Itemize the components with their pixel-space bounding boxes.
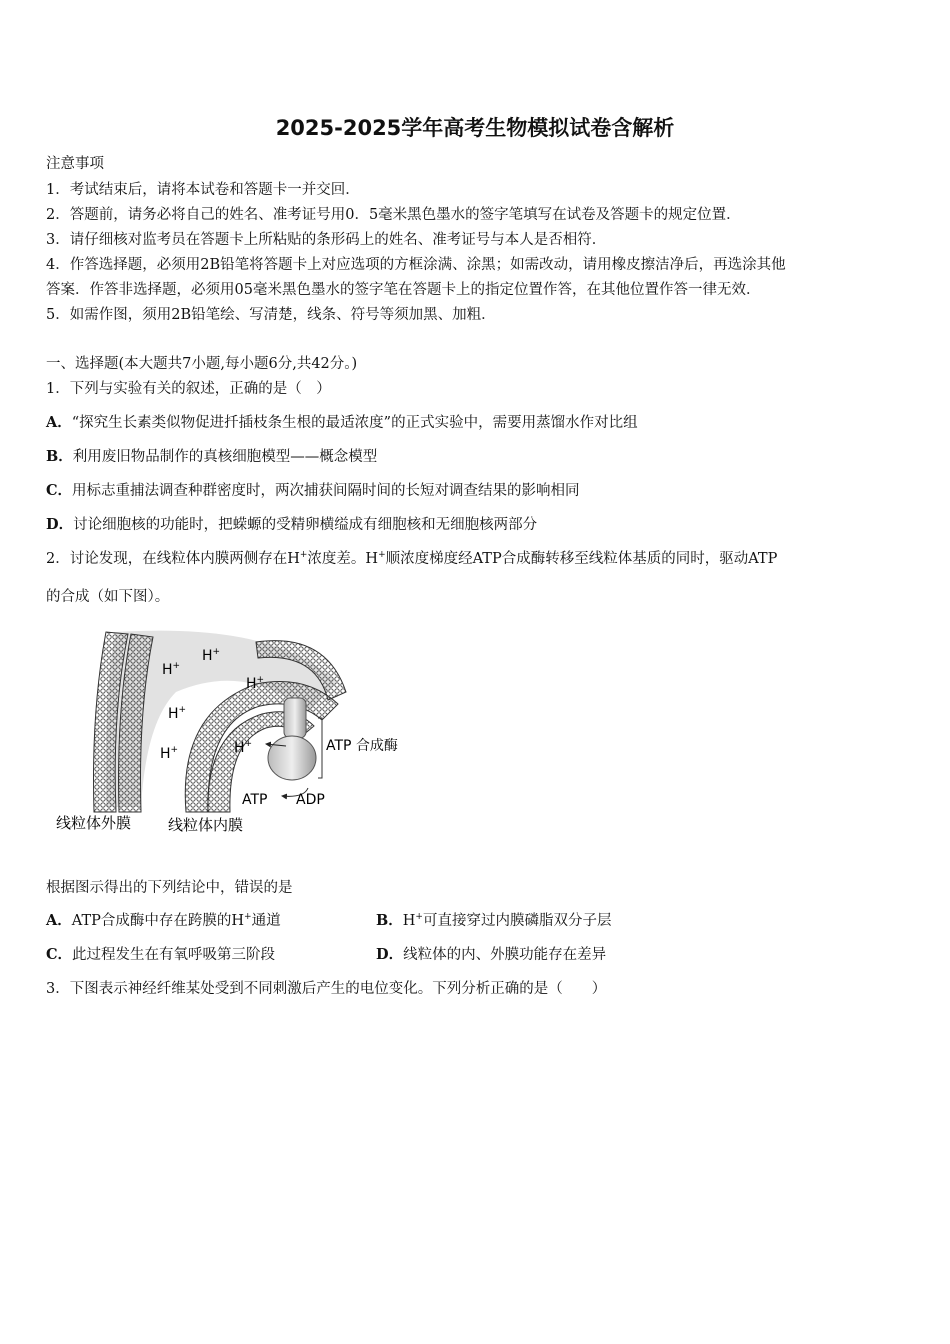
option-text: 线粒体的内、外膜功能存在差异: [403, 947, 607, 963]
option-key: D．: [376, 946, 404, 963]
mitochondria-atp-synthase-figure: [46, 622, 416, 842]
q2-option-b: [376, 909, 611, 930]
option-text: 可直接穿过内膜磷脂双分子层: [422, 913, 612, 929]
inner-membrane-label: 线粒体内膜: [168, 816, 244, 834]
q2-option-d: [376, 943, 606, 964]
atp-synthase-label: ATP 合成酶: [326, 738, 398, 754]
question-2-prompt: 根据图示得出的下列结论中，错误的是: [46, 880, 293, 896]
q2-option-c: [46, 943, 275, 964]
h-ion-label: H+: [202, 647, 221, 664]
notice-item: 2．答题前，请务必将自己的姓名、准考证号用0．5毫米黑色墨水的签字笔填写在试卷及答题卡的规定位置．: [46, 207, 741, 223]
superscript: +: [378, 550, 386, 561]
option-key: B．: [376, 912, 403, 929]
section-heading: 一、选择题(本大题共7小题,每小题6分,共42分。): [46, 356, 358, 372]
q1-option-c: [46, 479, 580, 500]
notice-item: 3．请仔细核对监考员在答题卡上所粘贴的条形码上的姓名、准考证号与本人是否相符．: [46, 232, 607, 248]
question-2-stem: [46, 547, 777, 568]
option-text: ATP合成酶中存在跨膜的H: [71, 913, 245, 929]
superscript: +: [299, 550, 308, 561]
option-key: A．: [46, 414, 72, 431]
question-3-stem: 3．下图表示神经纤维某处受到不同刺激后产生的电位变化。下列分析正确的是（ ）: [46, 981, 607, 997]
notice-item: 5．如需作图，须用2B铅笔绘、写清楚，线条、符号等须加黑、加粗．: [46, 307, 496, 323]
outer-membrane-label: 线粒体外膜: [56, 814, 132, 832]
option-text: 用标志重捕法调查种群密度时，两次捕获间隔时间的长短对调查结果的影响相同: [72, 483, 580, 499]
notice-item: 1．考试结束后，请将本试卷和答题卡一并交回．: [46, 182, 360, 198]
h-ion-label: H+: [246, 675, 265, 692]
stem-part: 浓度差。H: [307, 551, 379, 567]
h-ion-label: H+: [168, 705, 187, 722]
question-1-stem: 1．下列与实验有关的叙述，正确的是（ ）: [46, 381, 331, 397]
option-text: 通道: [251, 913, 281, 929]
h-ion-label: H+: [162, 661, 181, 678]
option-text: 此过程发生在有氧呼吸第三阶段: [72, 947, 276, 963]
q1-option-d: [46, 513, 537, 534]
page-title: 2025-2025学年高考生物模拟试卷含解析: [275, 116, 675, 140]
notice-heading: 注意事项: [46, 156, 104, 172]
question-2-stem-cont: 的合成（如下图）。: [46, 589, 170, 605]
q2-option-a: [46, 909, 281, 930]
option-text: 利用废旧物品制作的真核细胞模型——概念模型: [72, 449, 378, 465]
option-key: C．: [46, 482, 73, 499]
adp-label: ADP: [296, 792, 325, 808]
atp-label: ATP: [242, 792, 268, 808]
q1-option-a: [46, 411, 638, 432]
notice-item: 答案．作答非选择题，必须用05毫米黑色墨水的签字笔在答题卡上的指定位置作答，在其他位置作答一律无效．: [46, 282, 761, 298]
q1-option-b: [46, 445, 377, 466]
h-ion-label: H+: [160, 745, 179, 762]
atp-synthase-stalk: [284, 698, 306, 738]
atp-synthase-head: [268, 736, 316, 780]
option-key: B．: [46, 448, 73, 465]
option-key: D．: [46, 516, 74, 533]
h-ion-label: H+: [234, 739, 253, 756]
option-text: H: [402, 913, 416, 929]
stem-part: 顺浓度梯度经ATP合成酶转移至线粒体基质的同时，驱动ATP: [385, 551, 778, 567]
option-text: 讨论细胞核的功能时，把蝾螈的受精卵横缢成有细胞核和无细胞核两部分: [73, 517, 538, 533]
stem-part: 2．讨论发现，在线粒体内膜两侧存在H: [46, 551, 300, 567]
notice-item: 4．作答选择题，必须用2B铅笔将答题卡上对应选项的方框涂满、涂黑；如需改动，请用橡皮擦洁净后，再选涂其他: [46, 257, 786, 273]
superscript: +: [415, 912, 423, 923]
option-key: A．: [46, 912, 72, 929]
superscript: +: [244, 912, 252, 923]
option-text: “探究生长素类似物促进扦插枝条生根的最适浓度”的正式实验中，需要用蒸馏水作对比组: [71, 415, 638, 431]
enzyme-bracket: [318, 718, 322, 778]
option-key: C．: [46, 946, 73, 963]
